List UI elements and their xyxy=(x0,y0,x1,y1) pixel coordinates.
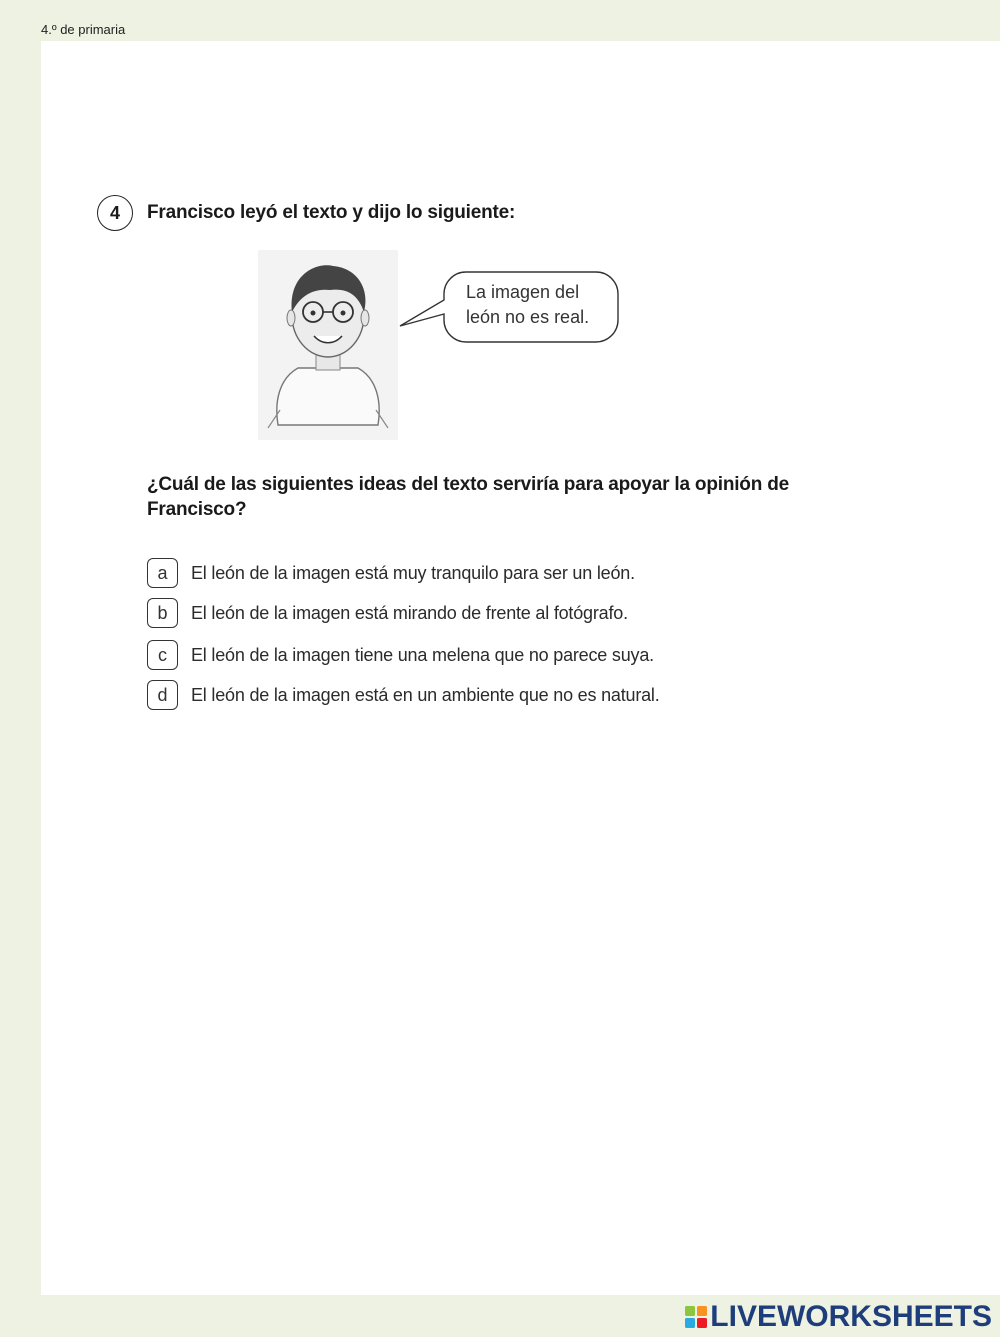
boy-illustration xyxy=(258,250,398,440)
question-intro: Francisco leyó el texto y dijo lo siguiente: xyxy=(147,202,516,223)
option-text-b: El león de la imagen está mirando de frente al fotógrafo. xyxy=(191,602,628,623)
option-d[interactable] xyxy=(147,679,660,711)
option-letter-b[interactable]: b xyxy=(147,598,178,628)
option-a[interactable] xyxy=(147,557,635,589)
question-prompt: ¿Cuál de las siguientes ideas del texto serviría para apoyar la opinión de Francisco? xyxy=(147,474,789,520)
option-b[interactable] xyxy=(147,597,628,629)
option-text-c: El león de la imagen tiene una melena que no parece suya. xyxy=(191,644,654,665)
grade-label: 4.º de primaria xyxy=(41,22,126,37)
option-letter-d[interactable]: d xyxy=(147,680,178,710)
option-letter-a[interactable]: a xyxy=(147,558,178,588)
question-number: 4 xyxy=(97,195,133,231)
speech-bubble-text: La imagen del león no es real. xyxy=(466,282,590,327)
option-text-d: El león de la imagen está en un ambiente que no es natural. xyxy=(191,684,660,705)
option-c[interactable] xyxy=(147,639,654,671)
brand-name: LIVEWORKSHEETS xyxy=(710,1300,992,1333)
option-letter-c[interactable]: c xyxy=(147,640,178,670)
liveworksheets-brand[interactable] xyxy=(684,1302,992,1332)
liveworksheets-logo-icon xyxy=(684,1305,708,1329)
option-text-a: El león de la imagen está muy tranquilo para ser un león. xyxy=(191,562,635,583)
